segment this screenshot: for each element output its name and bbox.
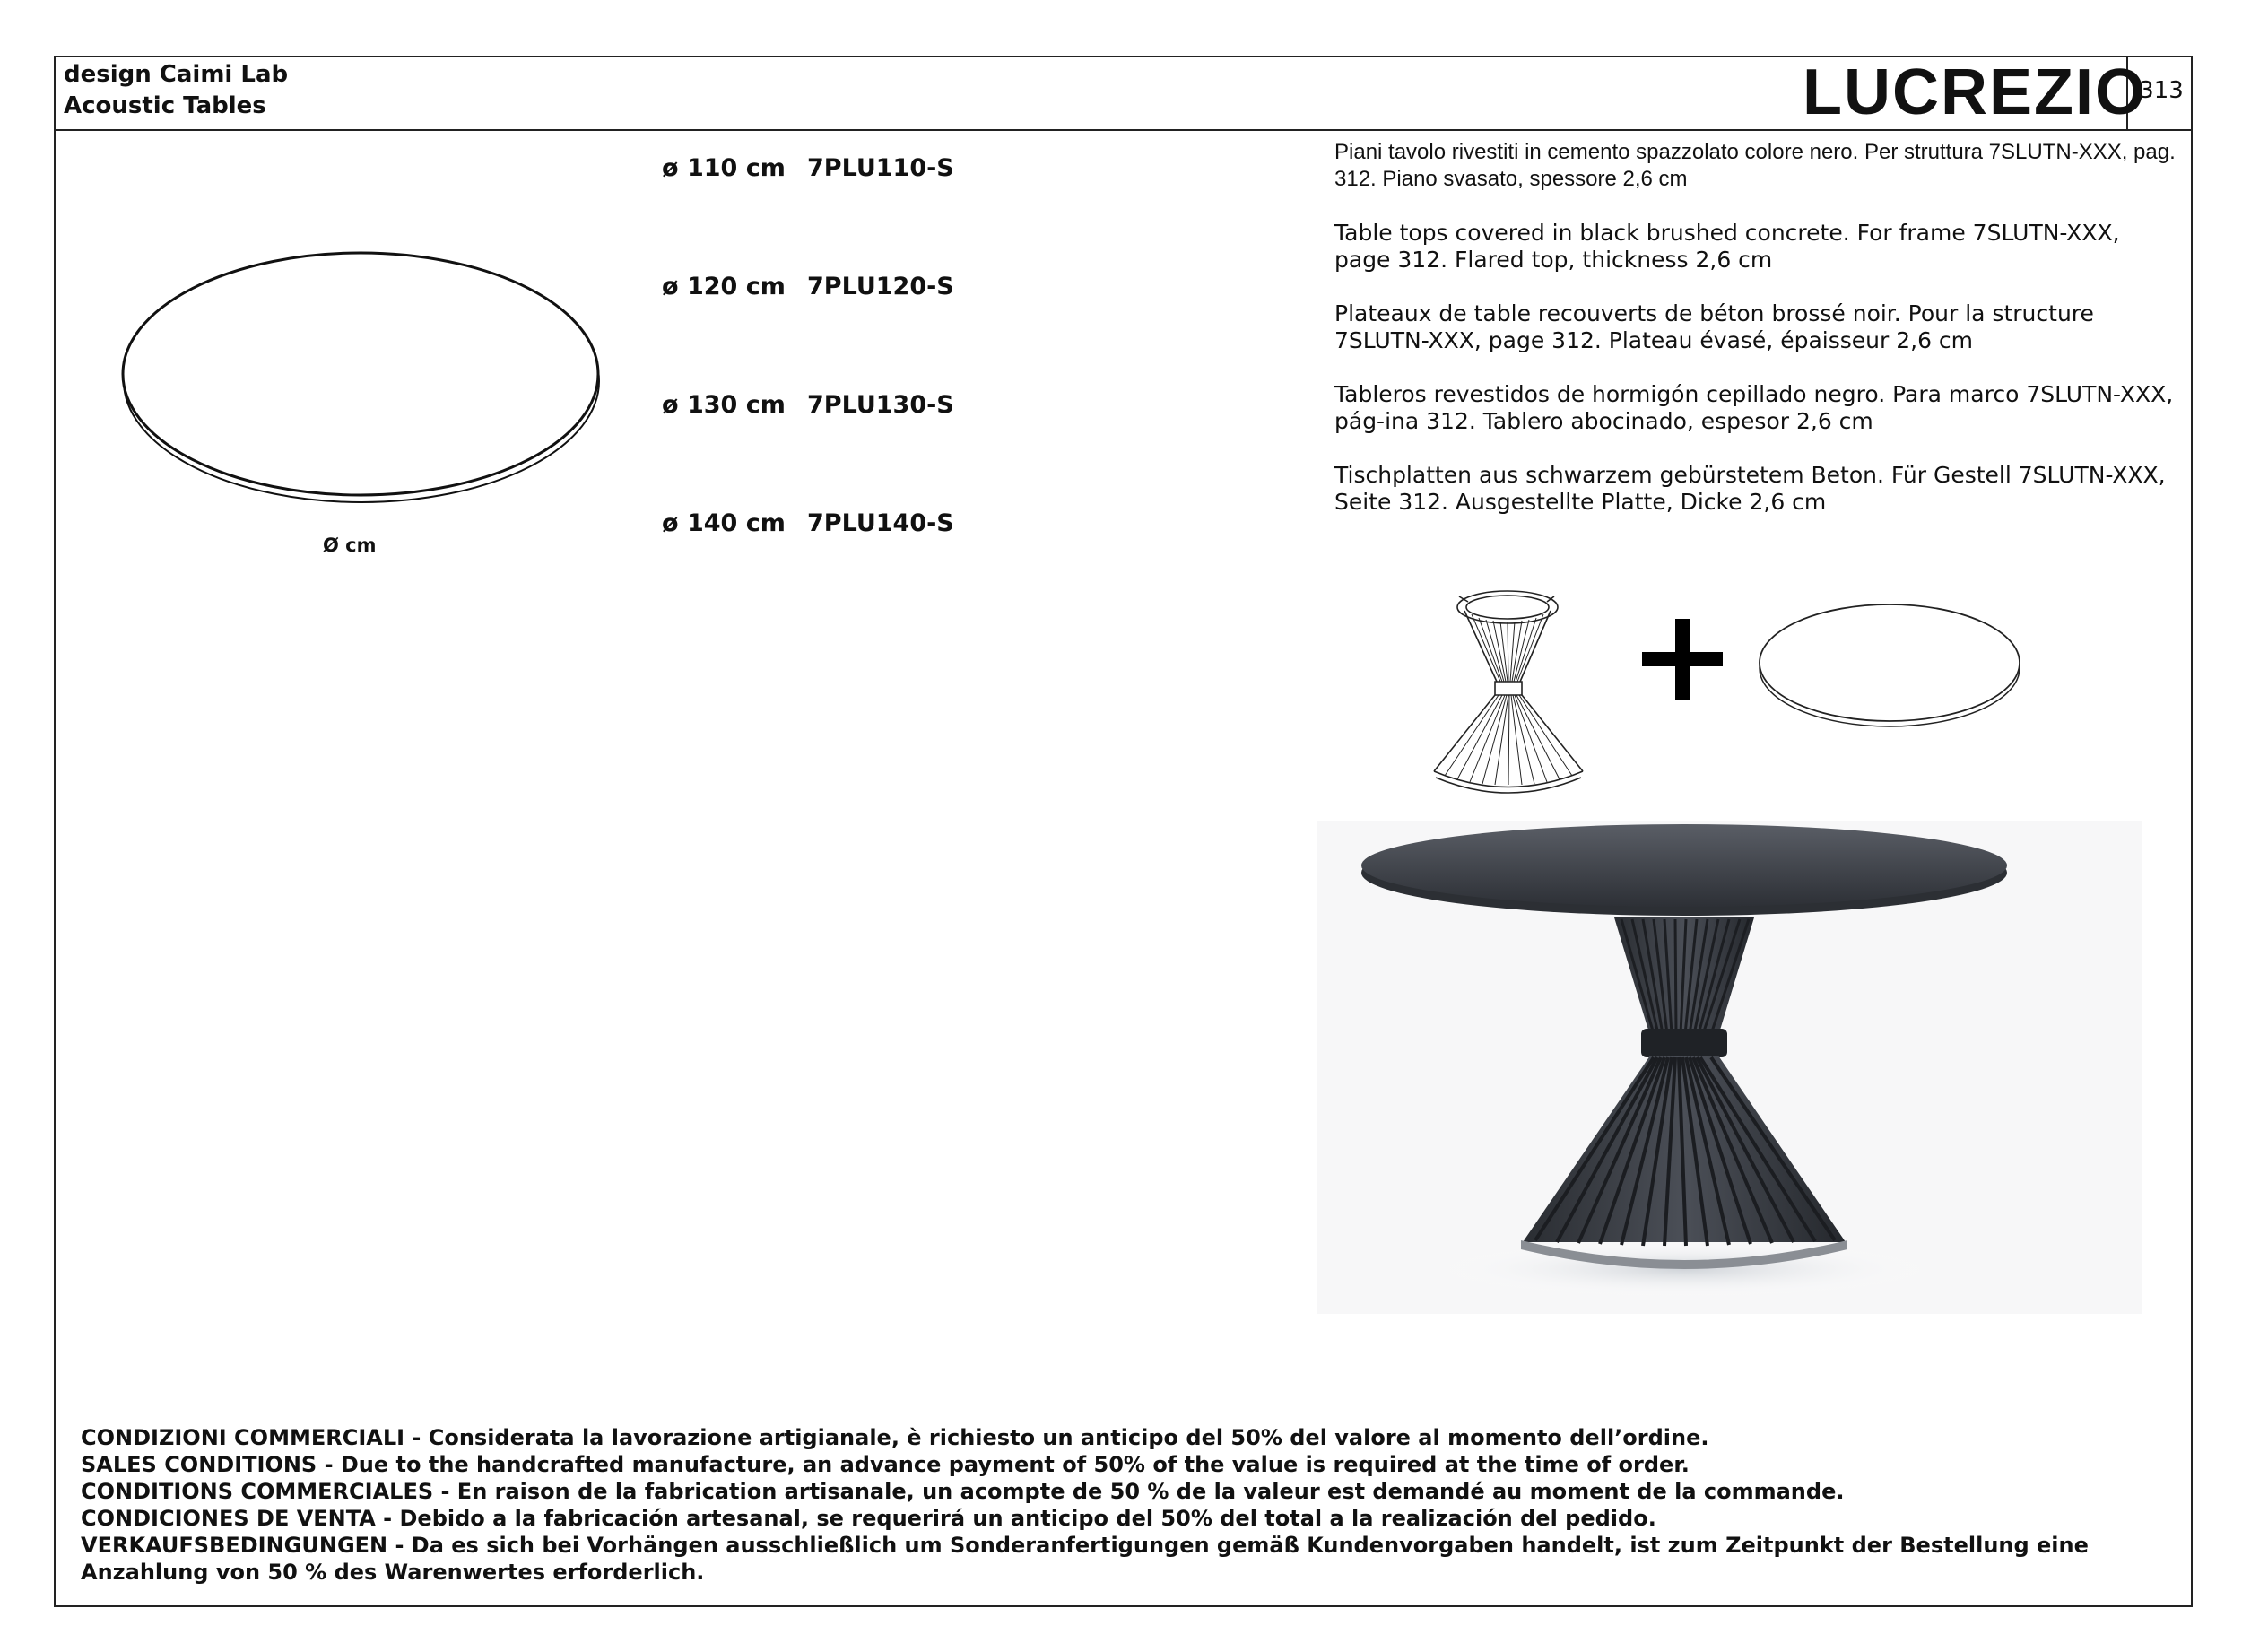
condition-de: VERKAUFSBEDINGUNGEN - Da es sich bei Vorhängen ausschließlich um Sonderanfertigungen gemäß Kundenvorgaben handelt, ist zum Zeitpunkt der Bestellung eine Anzahlung von 50 % des Warenwertes erforderlich.	[81, 1533, 2089, 1585]
plus-icon	[1642, 619, 1723, 700]
size-diameter: ø 110 cm	[662, 154, 786, 182]
condition-it: CONDIZIONI COMMERCIALI - Considerata la lavorazione artigianale, è richiesto un anticipo del 50% del valore al momento dell’ordine.	[81, 1425, 1709, 1450]
assembly-diagram	[1421, 570, 2049, 821]
description-fr: Plateaux de table recouverts de béton brossé noir. Pour la structure 7SLUTN-XXX, page 312. Plateau évasé, épaisseur 2,6 cm	[1334, 300, 2094, 353]
tabletop-diagram	[117, 229, 610, 525]
base-line-drawing	[1434, 591, 1583, 793]
description-es: Tableros revestidos de hormigón cepillado negro. Para marco 7SLUTN-XXX, pág-ina 312. Tablero abocinado, espesor 2,6 cm	[1334, 381, 2174, 434]
commercial-conditions	[81, 1424, 2170, 1586]
base-waist-ring	[1641, 1029, 1727, 1057]
product-descriptions	[1334, 139, 2177, 543]
tabletop-line-drawing	[1760, 604, 2020, 726]
page-number: 313	[2139, 77, 2184, 104]
description-it: Piani tavolo rivestiti in cemento spazzolato colore nero. Per struttura 7SLUTN-XXX, pag. 312. Piano svasato, spessore 2,6 cm	[1334, 140, 2176, 191]
size-code: 7PLU140-S	[807, 509, 954, 537]
description-en: Table tops covered in black brushed concrete. For frame 7SLUTN-XXX, page 312. Flared top, thickness 2,6 cm	[1334, 220, 2120, 273]
condition-es: CONDICIONES DE VENTA - Debido a la fabricación artesanal, se requerirá un anticipo del 50% del total a la realización del pedido.	[81, 1506, 1656, 1531]
condition-fr: CONDITIONS COMMERCIALES - En raison de la fabrication artisanale, un acompte de 50 % de la valeur est demandé au moment de la commande.	[81, 1479, 1845, 1504]
size-diameter: ø 130 cm	[662, 391, 786, 419]
size-code: 7PLU130-S	[807, 391, 954, 419]
size-diameter: ø 120 cm	[662, 273, 786, 300]
product-photo	[1317, 821, 2142, 1314]
designer-credit	[64, 59, 288, 122]
designer-line: design Caimi Lab	[64, 61, 289, 88]
collection-line: Acoustic Tables	[64, 92, 266, 119]
diameter-label: Ø cm	[323, 535, 377, 556]
condition-en: SALES CONDITIONS - Due to the handcrafted manufacture, an advance payment of 50% of the value is required at the time of order.	[81, 1452, 1690, 1477]
tabletop-surface	[1361, 824, 2007, 907]
description-de: Tischplatten aus schwarzem gebürstetem Beton. Für Gestell 7SLUTN-XXX, Seite 312. Ausgestellte Platte, Dicke 2,6 cm	[1334, 462, 2166, 515]
size-code: 7PLU110-S	[807, 154, 954, 182]
header-divider	[54, 129, 2193, 131]
size-code: 7PLU120-S	[807, 273, 954, 300]
tabletop-outline	[123, 253, 598, 495]
product-title: LUCREZIO	[1803, 57, 2147, 128]
size-diameter: ø 140 cm	[662, 509, 786, 537]
